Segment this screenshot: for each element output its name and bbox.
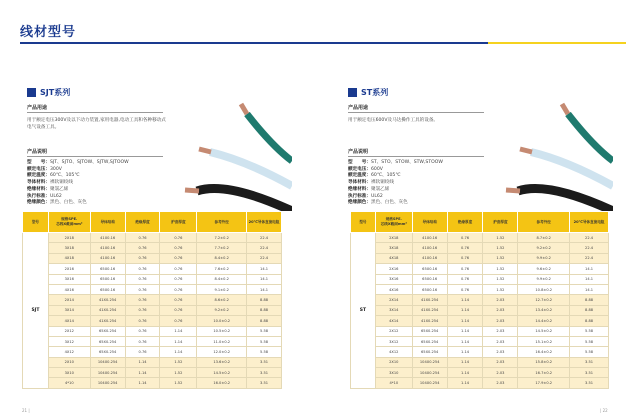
spec-value: 600V: [370, 166, 383, 172]
table-cell: 16.4±0.2: [518, 347, 570, 357]
table-cell: 1.14: [160, 326, 197, 336]
spec-list: [27, 160, 129, 207]
page-number-right: | 22: [600, 408, 608, 413]
table-row: [23, 368, 282, 378]
table-cell: 22.4: [247, 233, 282, 243]
table-cell: 9.6±0.2: [518, 264, 570, 274]
table-row: [351, 316, 609, 326]
table-cell: 9.9±0.2: [518, 274, 570, 284]
table-cell: 104X0.254: [90, 378, 125, 388]
table-cell: 2X10: [375, 357, 412, 367]
spec-value: UL62: [49, 193, 62, 199]
table-cell: 14.1: [247, 274, 282, 284]
spec-table: [22, 211, 282, 389]
table-row: [23, 233, 282, 243]
table-cell: 4X18: [48, 253, 90, 263]
column-header: 规格SPE. 芯线X截面mm²: [375, 212, 412, 233]
spec-line: [27, 200, 129, 207]
table-cell: 65X0.16: [90, 274, 125, 284]
table-cell: 5.58: [247, 347, 282, 357]
table-cell: 1.52: [483, 233, 518, 243]
table-cell: 1.14: [125, 357, 160, 367]
table-cell: 4X12: [375, 347, 412, 357]
table-cell: 1.14: [447, 326, 483, 336]
divider: [27, 156, 163, 157]
table-cell: 0.76: [125, 295, 160, 305]
table-cell: 0.76: [447, 274, 483, 284]
table-cell: 4X14: [375, 316, 412, 326]
table-row: [351, 233, 609, 243]
spec-value: 聚氯乙烯: [370, 186, 390, 192]
spec-line: [27, 160, 129, 167]
table-cell: 104X0.254: [412, 357, 447, 367]
table-cell: 7.6±0.2: [197, 264, 247, 274]
spec-line: [27, 180, 129, 187]
table-cell: 14.1: [247, 264, 282, 274]
table-cell: 9.1±0.2: [197, 284, 247, 294]
table-cell: 41X0.254: [90, 305, 125, 315]
table-cell: 9.2±0.2: [197, 305, 247, 315]
spec-table: [350, 211, 609, 389]
table-row: [351, 357, 609, 367]
table-cell: 0.76: [447, 284, 483, 294]
table-cell: 1.14: [160, 347, 197, 357]
table-cell: 4*10: [48, 378, 90, 388]
table-cell: 3X12: [375, 336, 412, 346]
table-cell: 65X0.254: [412, 336, 447, 346]
table-cell: 4X12: [48, 347, 90, 357]
spec-value: UL62: [370, 193, 383, 199]
table-cell: 3X18: [375, 243, 412, 253]
spec-label: 导体材料：: [348, 180, 371, 186]
table-cell: 2X16: [375, 264, 412, 274]
table-cell: 3.51: [570, 357, 609, 367]
table-cell: 4X18: [375, 253, 412, 263]
title-underline-yellow: [488, 42, 626, 44]
table-cell: 104X0.254: [412, 378, 447, 388]
table-row: [351, 336, 609, 346]
divider: [348, 156, 484, 157]
table-cell: 104X0.254: [90, 357, 125, 367]
spec-label: 绝缘材料：: [348, 186, 371, 192]
table-cell: 0.76: [160, 233, 197, 243]
table-cell: 3X16: [48, 274, 90, 284]
table-cell: 104X0.254: [412, 368, 447, 378]
table-cell: 41X0.254: [90, 316, 125, 326]
table-cell: 4X16: [48, 284, 90, 294]
table-cell: 0.76: [125, 274, 160, 284]
table-cell: 14.1: [570, 264, 609, 274]
spec-label: 额定电压：: [27, 166, 50, 172]
table-row: [351, 264, 609, 274]
description-heading: 产品说明: [348, 149, 369, 155]
table-cell: 65X0.16: [412, 284, 447, 294]
spec-value: 300V: [49, 166, 62, 172]
table-cell: 2X18: [48, 233, 90, 243]
table-cell: 16.0±0.2: [197, 378, 247, 388]
table-row: [351, 295, 609, 305]
table-cell: 22.4: [247, 243, 282, 253]
table-cell: 65X0.16: [90, 284, 125, 294]
description-heading: 产品说明: [27, 149, 48, 155]
table-cell: 1.52: [483, 243, 518, 253]
table-cell: 1.14: [447, 378, 483, 388]
spec-list: [348, 160, 443, 207]
table-cell: 11.0±0.2: [197, 336, 247, 346]
table-cell: 2.03: [483, 295, 518, 305]
table-cell: 2.03: [483, 305, 518, 315]
table-cell: 0.76: [447, 233, 483, 243]
spec-line: [348, 200, 443, 207]
table-cell: 0.76: [125, 264, 160, 274]
table-header: [351, 212, 609, 233]
table-cell: 3.51: [247, 378, 282, 388]
table-cell: 1.52: [483, 264, 518, 274]
column-header: 20℃导体直流电阻: [570, 212, 609, 233]
table-cell: 3X14: [375, 305, 412, 315]
table-cell: 14.1: [570, 284, 609, 294]
spec-line: [27, 187, 129, 194]
table-cell: 1.14: [125, 378, 160, 388]
table-row: [23, 326, 282, 336]
table-cell: 65X0.16: [90, 264, 125, 274]
spec-label: 导体材料：: [27, 180, 50, 186]
table-cell: 2.03: [483, 326, 518, 336]
table-cell: 0.76: [125, 233, 160, 243]
page-title: 线材型号: [20, 25, 77, 40]
series-title: SJT系列: [40, 88, 71, 97]
spec-label: 额定电压：: [348, 166, 371, 172]
spec-value: ST、STO、STOW、STW,STOOW: [370, 160, 443, 165]
table-cell: 2X18: [375, 233, 412, 243]
table-cell: 41X0.16: [412, 243, 447, 253]
table-cell: 5.58: [570, 347, 609, 357]
table-cell: 1.14: [447, 305, 483, 315]
table-cell: 14.4±0.2: [518, 316, 570, 326]
spec-value: 裸软铜绞线: [49, 180, 73, 186]
table-cell: 8.4±0.2: [197, 253, 247, 263]
divider: [348, 112, 484, 113]
table-cell: 0.76: [447, 243, 483, 253]
table-cell: 41X0.254: [412, 295, 447, 305]
table-cell: 65X0.254: [412, 326, 447, 336]
series-title: ST系列: [361, 88, 389, 97]
table-cell: 41X0.16: [90, 233, 125, 243]
table-cell: 8.88: [247, 305, 282, 315]
title-underline-blue: [20, 42, 488, 44]
spec-label: 额定温度：: [27, 173, 50, 179]
table-cell: 0.76: [160, 274, 197, 284]
spec-line: [348, 160, 443, 167]
table-cell: 4X16: [375, 284, 412, 294]
spec-line: [348, 180, 443, 187]
table-row: [351, 243, 609, 253]
spec-label: 绝缘材料：: [27, 186, 50, 192]
table-cell: 2X14: [48, 295, 90, 305]
table-cell: 3.51: [247, 357, 282, 367]
table-cell: 14.1: [247, 284, 282, 294]
cable-image: [498, 86, 613, 211]
spec-label: 型 号：: [27, 160, 50, 165]
column-header: 绝缘厚度: [125, 212, 160, 233]
column-header: 参考外径: [197, 212, 247, 233]
table-cell: 3X16: [375, 274, 412, 284]
section-marker: [348, 88, 357, 97]
table-row: [23, 253, 282, 263]
table-cell: 0.76: [160, 316, 197, 326]
table-cell: 2.03: [483, 347, 518, 357]
table-cell: 9.9±0.2: [518, 253, 570, 263]
table-cell: 1.14: [125, 368, 160, 378]
table-cell: 1.14: [447, 295, 483, 305]
table-cell: 10.5±0.2: [197, 326, 247, 336]
table-cell: 41X0.254: [412, 316, 447, 326]
table-cell: 1.14: [447, 336, 483, 346]
table-cell: 0.76: [447, 264, 483, 274]
table-cell: 7.7±0.2: [197, 243, 247, 253]
table-cell: 8.88: [247, 316, 282, 326]
table-cell: 14.5±0.2: [518, 326, 570, 336]
table-row: [23, 336, 282, 346]
table-cell: 7.2±0.2: [197, 233, 247, 243]
table-cell: 15.8±0.2: [518, 357, 570, 367]
section-marker: [27, 88, 36, 97]
table-cell: 1.52: [483, 284, 518, 294]
table-cell: 0.76: [160, 264, 197, 274]
table-cell: 0.76: [160, 284, 197, 294]
table-cell: 41X0.254: [90, 295, 125, 305]
table-cell: 4X14: [48, 316, 90, 326]
table-cell: 8.88: [570, 305, 609, 315]
table-cell: 15.1±0.2: [518, 336, 570, 346]
table-cell: 1.14: [447, 347, 483, 357]
column-header: 参考外径: [518, 212, 570, 233]
table-cell: 1.52: [483, 253, 518, 263]
table-cell: 65X0.254: [90, 326, 125, 336]
table-cell: 3X12: [48, 336, 90, 346]
table-cell: 0.76: [125, 316, 160, 326]
table-cell: 2X10: [48, 357, 90, 367]
table-cell: 2.03: [483, 316, 518, 326]
table-cell: 0.76: [125, 253, 160, 263]
cable-image: [177, 86, 292, 211]
usage-text: 用于额定电压600V及马达操作工具的设备。: [348, 118, 439, 123]
table-cell: 8.88: [570, 295, 609, 305]
table-cell: 41X0.16: [90, 243, 125, 253]
table-cell: 1.14: [447, 368, 483, 378]
table-cell: 5.58: [247, 336, 282, 346]
table-cell: 14.5±0.2: [197, 368, 247, 378]
table-row: [23, 305, 282, 315]
table-row: [23, 357, 282, 367]
usage-heading: 产品用途: [348, 105, 369, 111]
table-row: [23, 243, 282, 253]
table-cell: 14.1: [570, 274, 609, 284]
table-cell: 3.51: [570, 378, 609, 388]
table-cell: 5.58: [247, 326, 282, 336]
table-cell: 0.76: [125, 243, 160, 253]
table-cell: 2.03: [483, 368, 518, 378]
table-row: [351, 274, 609, 284]
spec-value: SJT、SJTO、SJTOW、SJTW,SJTOOW: [49, 160, 129, 165]
table-cell: 65X0.254: [90, 347, 125, 357]
model-cell: SJT: [23, 233, 49, 389]
spec-value: 聚氯乙烯: [49, 186, 69, 192]
table-cell: 4*10: [375, 378, 412, 388]
table-cell: 16.7±0.2: [518, 368, 570, 378]
table-cell: 2X16: [48, 264, 90, 274]
table-cell: 2X12: [375, 326, 412, 336]
table-cell: 22.4: [570, 243, 609, 253]
table-row: [23, 264, 282, 274]
table-cell: 3X18: [48, 243, 90, 253]
table-cell: 22.4: [570, 233, 609, 243]
table-cell: 0.76: [160, 243, 197, 253]
column-header: 护套厚度: [160, 212, 197, 233]
table-row: [351, 378, 609, 388]
table-cell: 22.4: [247, 253, 282, 263]
table-cell: 13.4±0.2: [518, 305, 570, 315]
table-cell: 65X0.254: [90, 336, 125, 346]
table-cell: 0.76: [125, 326, 160, 336]
page-number-left: 21 |: [22, 408, 30, 413]
column-header: 规格SPE. 芯线X截面mm²: [48, 212, 90, 233]
table-row: [23, 378, 282, 388]
table-cell: 65X0.16: [412, 274, 447, 284]
table-cell: 41X0.16: [412, 233, 447, 243]
table-cell: 0.76: [125, 284, 160, 294]
table-header: [23, 212, 282, 233]
spec-label: 绝缘颜色：: [348, 200, 371, 206]
table-cell: 65X0.254: [412, 347, 447, 357]
table-cell: 1.52: [160, 368, 197, 378]
table-cell: 5.58: [570, 326, 609, 336]
table-cell: 12.7±0.2: [518, 295, 570, 305]
table-cell: 1.14: [447, 316, 483, 326]
table-row: [351, 284, 609, 294]
table-cell: 3X14: [48, 305, 90, 315]
table-cell: 10.0±0.2: [197, 316, 247, 326]
usage-text: 用于额定电压300V及以下动力装置,家用电器,电动工具和各种移动式电气设备工具。: [27, 118, 166, 130]
table-cell: 8.6±0.2: [197, 295, 247, 305]
table-cell: 13.6±0.2: [197, 357, 247, 367]
table-cell: 8.4±0.2: [197, 274, 247, 284]
table-cell: 0.76: [160, 305, 197, 315]
spec-label: 执行标准：: [27, 193, 50, 199]
table-cell: 10.8±0.2: [518, 284, 570, 294]
table-cell: 0.76: [125, 347, 160, 357]
column-header: 导体结构: [90, 212, 125, 233]
spec-value: 裸软铜绞线: [370, 180, 394, 186]
table-cell: 1.14: [447, 357, 483, 367]
table-cell: 5.58: [570, 336, 609, 346]
table-cell: 3.51: [247, 368, 282, 378]
table-cell: 3.51: [570, 368, 609, 378]
table-cell: 2.03: [483, 336, 518, 346]
spec-label: 执行标准：: [348, 193, 371, 199]
table-cell: 17.9±0.2: [518, 378, 570, 388]
table-row: [23, 284, 282, 294]
table-cell: 65X0.16: [412, 264, 447, 274]
table-cell: 0.76: [125, 336, 160, 346]
usage-heading: 产品用途: [27, 105, 48, 111]
column-header: 型号: [351, 212, 376, 233]
table-cell: 8.88: [570, 316, 609, 326]
table-cell: 2X12: [48, 326, 90, 336]
spec-value: 60℃、105℃: [49, 173, 80, 179]
table-row: [23, 316, 282, 326]
table-row: [23, 347, 282, 357]
table-row: [351, 326, 609, 336]
spec-value: 黑色、白色、灰色: [49, 200, 87, 206]
table-cell: 0.76: [160, 253, 197, 263]
table-cell: 12.0±0.2: [197, 347, 247, 357]
table-cell: 104X0.254: [90, 368, 125, 378]
column-header: 绝缘厚度: [447, 212, 483, 233]
table-cell: 1.52: [160, 378, 197, 388]
table-cell: 41X0.16: [412, 253, 447, 263]
column-header: 型号: [23, 212, 49, 233]
divider: [27, 112, 163, 113]
table-row: [351, 347, 609, 357]
spec-label: 型 号：: [348, 160, 371, 165]
table-cell: 1.52: [483, 274, 518, 284]
table-row: [23, 295, 282, 305]
spec-label: 额定温度：: [348, 173, 371, 179]
spec-value: 黑色、白色、灰色: [370, 200, 408, 206]
spec-label: 绝缘颜色：: [27, 200, 50, 206]
table-cell: 3X10: [375, 368, 412, 378]
spec-value: 60℃、105℃: [370, 173, 401, 179]
table-cell: 2.03: [483, 357, 518, 367]
column-header: 20℃导体直流电阻: [247, 212, 282, 233]
table-row: [23, 274, 282, 284]
table-cell: 1.52: [160, 357, 197, 367]
table-cell: 2.03: [483, 378, 518, 388]
table-cell: 8.7±0.2: [518, 233, 570, 243]
spec-line: [348, 187, 443, 194]
table-cell: 3X10: [48, 368, 90, 378]
table-row: [351, 253, 609, 263]
table-cell: 2X14: [375, 295, 412, 305]
table-row: [351, 305, 609, 315]
table-cell: 9.2±0.2: [518, 243, 570, 253]
table-cell: 22.4: [570, 253, 609, 263]
table-cell: 41X0.16: [90, 253, 125, 263]
table-cell: 41X0.254: [412, 305, 447, 315]
column-header: 护套厚度: [483, 212, 518, 233]
table-cell: 0.76: [447, 253, 483, 263]
table-cell: 0.76: [160, 295, 197, 305]
table-cell: 1.14: [160, 336, 197, 346]
model-cell: ST: [351, 233, 376, 389]
table-cell: 0.76: [125, 305, 160, 315]
column-header: 导体结构: [412, 212, 447, 233]
table-row: [351, 368, 609, 378]
table-cell: 8.88: [247, 295, 282, 305]
